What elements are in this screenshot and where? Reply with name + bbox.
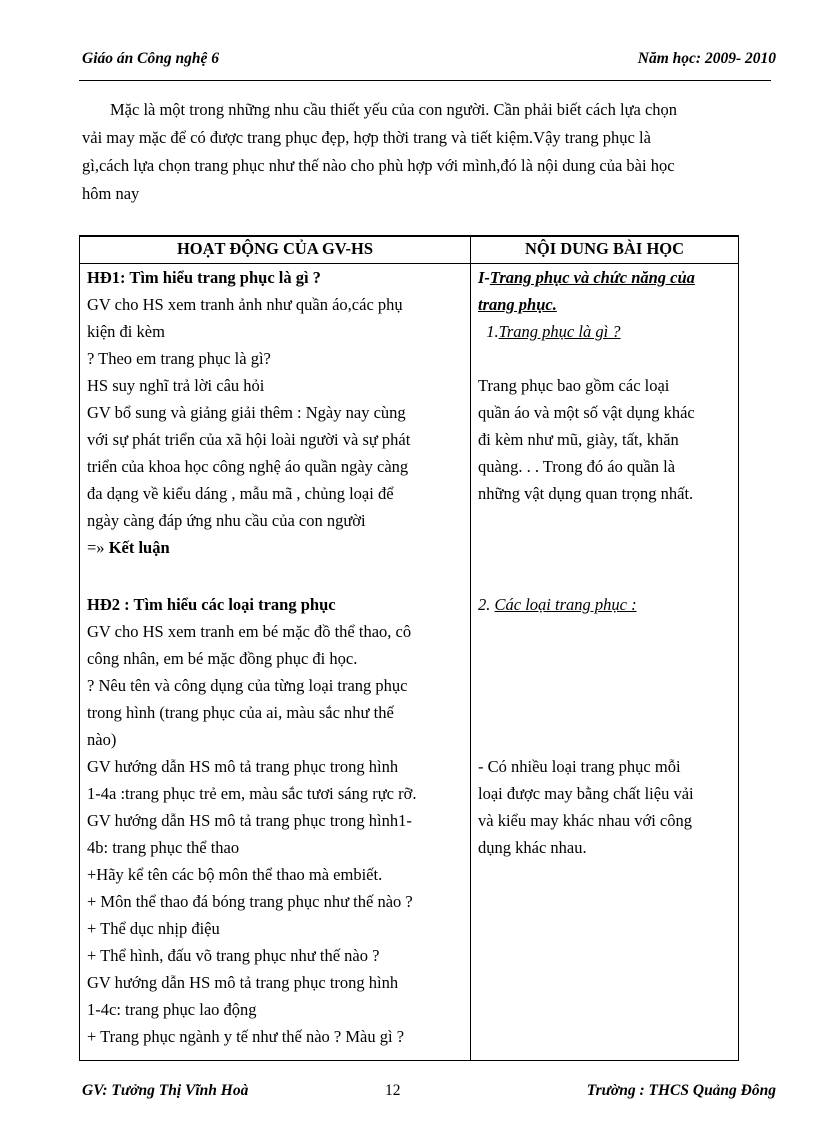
left-line: + Trang phục ngành y tế như thế nào ? Màu gì ?	[87, 1027, 405, 1046]
header-lesson-content: NỘI DUNG BÀI HỌC	[524, 239, 685, 258]
left-line: GV hướng dẫn HS mô tả trang phục trong hình1-	[87, 811, 412, 830]
subsection-2-heading	[478, 595, 637, 615]
right-line: dụng khác nhau.	[478, 838, 587, 857]
right-line: Trang phục bao gồm các loại	[478, 376, 670, 395]
footer-school: Trường : THCS Quảng Đông	[586, 1082, 776, 1099]
header-activities: HOẠT ĐỘNG CỦA GV-HS	[176, 239, 374, 258]
right-line: - Có nhiều loại trang phục mỗi	[478, 757, 681, 776]
left-line: ? Theo em trang phục là gì?	[87, 349, 271, 368]
right-line: những vật dụng quan trọng nhất.	[478, 484, 694, 503]
arrow-prefix: =»	[87, 538, 109, 557]
left-line: GV bổ sung và giảng giải thêm : Ngày nay cùng	[87, 403, 406, 422]
section-title: Trang phục và chức năng của	[489, 268, 695, 287]
left-line: 1-4a :trang phục trẻ em, màu sắc tươi sáng rực rỡ.	[87, 784, 417, 803]
left-line: + Thể dục nhịp điệu	[87, 919, 220, 938]
left-line: công nhân, em bé mặc đồng phục đi học.	[87, 649, 358, 668]
left-line: ? Nêu tên và công dụng của từng loại trang phục	[87, 676, 408, 695]
left-line: GV cho HS xem tranh em bé mặc đồ thể thao, cô	[87, 622, 412, 641]
header-divider	[80, 263, 738, 264]
subsection-1-heading	[478, 322, 621, 342]
subsection-title: Trang phục là gì ?	[498, 322, 621, 341]
left-line: trong hình (trang phục của ai, màu sắc như thế	[87, 703, 394, 722]
right-line: và kiểu may khác nhau với công	[478, 811, 692, 830]
right-line: đi kèm như mũ, giày, tất, khăn	[478, 430, 679, 449]
intro-paragraph	[82, 96, 772, 208]
intro-line: gì,cách lựa chọn trang phục như thế nào cho phù hợp với mình,đó là nội dung của bài học	[82, 156, 675, 175]
left-line: 1-4c: trang phục lao động	[87, 1000, 257, 1019]
left-line: GV hướng dẫn HS mô tả trang phục trong hình	[87, 973, 399, 992]
right-line: quàng. . . Trong đó áo quần là	[478, 457, 676, 476]
column-divider	[470, 237, 471, 1060]
left-line: kiện đi kèm	[87, 322, 165, 341]
subsection-number: 2.	[478, 595, 495, 614]
right-line: quần áo và một số vật dụng khác	[478, 403, 695, 422]
header-right: Năm học: 2009- 2010	[637, 50, 776, 67]
section-number: I-	[478, 268, 490, 287]
left-line: 4b: trang phục thể thao	[87, 838, 240, 857]
subsection-number: 1.	[478, 322, 499, 341]
intro-line: vải may mặc để có được trang phục đẹp, hợp thời trang và tiết kiệm.Vậy trang phục là	[82, 128, 651, 147]
conclusion-label: Kết luận	[108, 538, 170, 557]
header-rule	[79, 80, 771, 81]
left-line: GV hướng dẫn HS mô tả trang phục trong hình	[87, 757, 399, 776]
left-line: + Thể hình, đấu võ trang phục như thế nào ?	[87, 946, 380, 965]
left-line: + Môn thể thao đá bóng trang phục như thế nào ?	[87, 892, 413, 911]
left-line: +Hãy kể tên các bộ môn thể thao mà embiết.	[87, 865, 383, 884]
left-line: đa dạng về kiểu dáng , mẫu mã , chủng loại để	[87, 484, 394, 503]
subsection-title: Các loại trang phục :	[494, 595, 637, 614]
footer-teacher: GV: Tưởng Thị Vĩnh Hoà	[82, 1082, 249, 1099]
conclusion-line	[87, 538, 170, 558]
activity-1-heading: HĐ1: Tìm hiểu trang phục là gì ?	[87, 268, 321, 287]
intro-line: hôm nay	[82, 184, 140, 203]
lesson-table	[79, 235, 739, 1061]
right-line: loại được may bằng chất liệu vải	[478, 784, 694, 803]
left-line: nào)	[87, 730, 117, 749]
left-line: ngày càng đáp ứng nhu cầu của con người	[87, 511, 366, 530]
page-number: 12	[385, 1082, 401, 1099]
intro-line: Mặc là một trong những nhu cầu thiết yếu của con người. Cần phải biết cách lựa chọn	[110, 100, 678, 119]
section-1-heading	[478, 268, 695, 288]
section-title-cont: trang phục.	[478, 295, 557, 314]
header-left: Giáo án Công nghệ 6	[82, 50, 219, 67]
left-line: HS suy nghĩ trả lời câu hỏi	[87, 376, 265, 395]
activity-2-heading: HĐ2 : Tìm hiểu các loại trang phục	[87, 595, 336, 614]
left-line: triển của khoa học công nghệ áo quần ngày càng	[87, 457, 409, 476]
left-line: GV cho HS xem tranh ảnh như quần áo,các phụ	[87, 295, 403, 314]
left-line: với sự phát triển của xã hội loài người và sự phát	[87, 430, 411, 449]
